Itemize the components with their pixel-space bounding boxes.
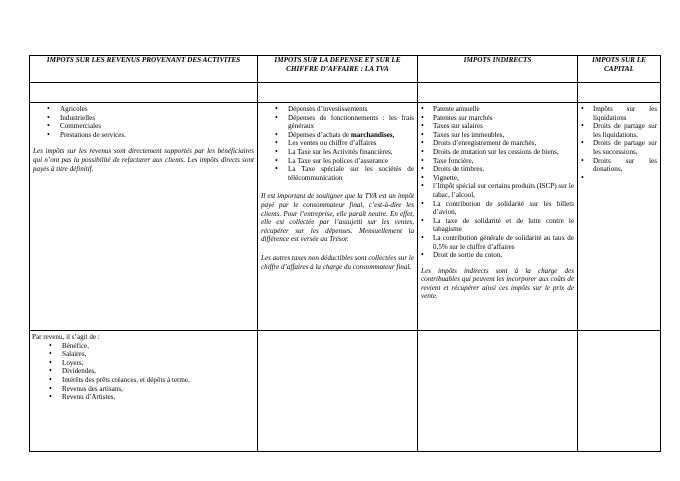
list-item: • Droits sur les donations, xyxy=(593,157,657,174)
list-item: • Droits de partage sur les liquidations, xyxy=(593,122,657,139)
list-item: • La Taxe sur les polices d’assurance xyxy=(288,157,414,166)
list-item: • Revenu d’Artistes, xyxy=(62,393,255,402)
list-item: • l’Impôt spécial sur certains produits (ISCP) sur le tabac, l’alcool, xyxy=(433,182,574,199)
list-item: • Taxe foncière, xyxy=(433,157,574,166)
list-item: • Taxes sur les immeubles, xyxy=(433,131,574,140)
list-item: • Taxes sur salaires xyxy=(433,122,574,131)
income-tax-note: Les impôts sur les revenus sont directement supportés par les bénéficiaires qui n’ont pas la possibilité de refacturer aux clients. Les impôts directs sont payés à titre définitif. xyxy=(33,147,254,173)
list-item: • Industrielles xyxy=(60,114,257,123)
list-item: • Patente annuelle xyxy=(433,105,574,114)
list-item: • Prestations de services. xyxy=(60,131,257,140)
list-item: • Patentes sur marchés xyxy=(433,114,574,123)
capital-tax-list xyxy=(578,105,660,182)
list-item: • Vignette, xyxy=(433,174,574,183)
header-capital-tax: IMPOTS SUR LE CAPITAL xyxy=(578,56,661,83)
list-item: • Dividendes, xyxy=(62,367,255,376)
indirect-tax-note: Les impôts indirects sont à la charge des contribuables qui peuvent les incorporer aux coûts de revient et récupérer ainsi ces impôts sur le prix de vente. xyxy=(421,266,574,301)
revenue-intro: Par revenu, il s’agit de : xyxy=(32,333,100,341)
list-item: • La taxe de solidarité et de lutte contre le tabagisme xyxy=(433,217,574,234)
header-indirect-tax: IMPOTS INDIRECTS xyxy=(418,56,578,83)
list-item: • La contribution générale de solidarité au taux de 0,5% sur le chiffre d’affaires xyxy=(433,234,574,251)
spacer-row xyxy=(30,83,661,103)
vat-note: Il est important de souligner que la TVA est un impôt payé par le consommateur final, c’est-à-dire les clients. Pour l’entreprise, elle paraît neutre. En effet, elle est collectée par l’assujetti sur les ventes, récupérer sur les dépenses. Mensuellement la différence est versée au Trésor. xyxy=(261,192,414,244)
list-item: • La Taxe sur les Activités financières, xyxy=(288,148,414,157)
list-item: • Revenus des artisans, xyxy=(62,385,255,394)
tax-table xyxy=(29,55,661,452)
capital-tax-cell xyxy=(578,103,661,331)
header-row xyxy=(30,56,661,83)
list-item: • Impôts sur les liquidations xyxy=(593,105,657,122)
vat-cell xyxy=(258,103,418,331)
expense-list xyxy=(258,105,417,182)
list-item: • Salaires, xyxy=(62,350,255,359)
revenue-list xyxy=(32,342,255,402)
header-income-tax: IMPOTS SUR LES REVENUS PROVENANT DES ACTIVITES xyxy=(30,56,258,83)
bold-word: marchandises, xyxy=(350,130,395,139)
revenue-row xyxy=(30,331,661,452)
revenue-cell xyxy=(30,331,258,452)
other-taxes-note: Les autres taxes non déductibles sont collectées sur le chiffre d’affaires à la charge du consommateur final. xyxy=(261,253,415,271)
header-vat: IMPOTS SUR LA DEPENSE ET SUR LE CHIFFRE D’AFFAIRE : LA TVA xyxy=(258,56,418,83)
list-item: • La contribution de solidarité sur les billets d’avion, xyxy=(433,200,574,217)
list-item: • Dépenses de fonctionnements : les frais généraux xyxy=(288,114,414,131)
list-item: • Droits de partage sur les successions, xyxy=(593,139,657,156)
list-item: • Loyers, xyxy=(62,359,255,368)
income-tax-cell xyxy=(30,103,258,331)
list-item: • La Taxe spéciale sur les sociétés de télécommunication xyxy=(288,165,414,182)
list-item: • Droits de mutation sur les cessions de biens, xyxy=(433,148,574,157)
list-item: • Dépenses d’achats de marchandises, xyxy=(288,131,414,140)
list-item: • Droits d’enregistrement de marchés, xyxy=(433,139,574,148)
list-item: • Intérêts des prêts créances, et dépôts à terme, xyxy=(62,376,255,385)
list-item: • Commerciales xyxy=(60,122,257,131)
list-item: • Les ventes ou chiffre d’affaires xyxy=(288,139,414,148)
indirect-tax-cell xyxy=(418,103,578,331)
list-item: • Droit de sortie du coton, xyxy=(433,251,574,260)
list-item xyxy=(593,174,657,183)
main-row xyxy=(30,103,661,331)
list-item: • Dépenses d’investissements xyxy=(288,105,414,114)
activity-list xyxy=(30,105,257,139)
list-item: • Droits de timbres, xyxy=(433,165,574,174)
list-item: • Bénéfice, xyxy=(62,342,255,351)
list-item: • Agricoles xyxy=(60,105,257,114)
indirect-tax-list xyxy=(418,105,577,260)
